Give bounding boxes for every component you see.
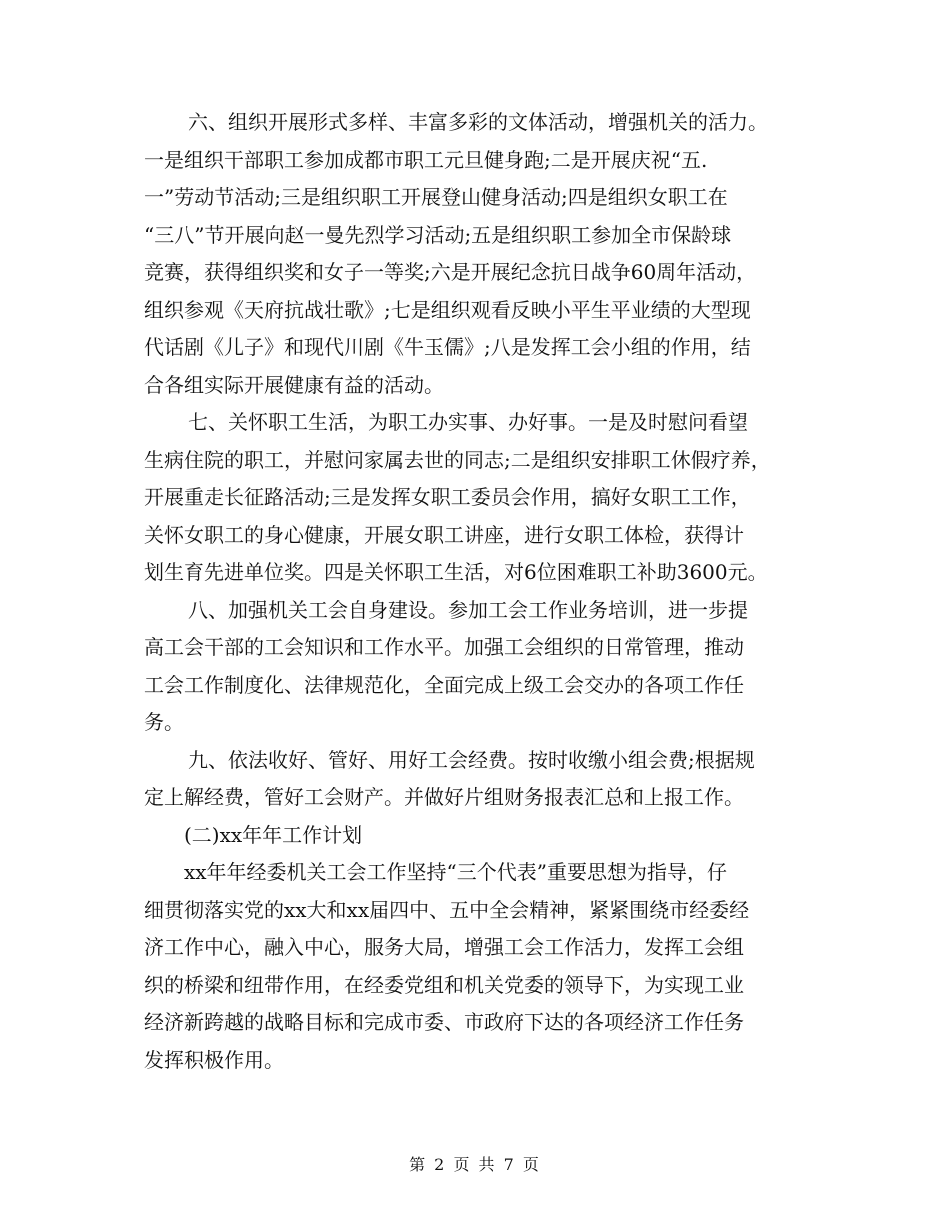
plan-paragraph-line-1: xx年年经委机关工会工作坚持“三个代表”重要思想为指导，仔	[184, 860, 728, 884]
plan-paragraph-line-6: 发挥积极作用。	[144, 1047, 284, 1072]
paragraph-7-line-3: 开展重走长征路活动;三是发挥女职工委员会作用，搞好女职工工作，	[144, 485, 751, 509]
paragraph-8-line-3: 工会工作制度化、法律规范化，全面完成上级工会交办的各项工作任	[144, 672, 744, 697]
paragraph-8-line-2: 高工会干部的工会知识和工作水平。加强工会组织的日常管理，推动	[144, 635, 744, 659]
paragraph-6-line-4: “三八”节开展向赵一曼先烈学习活动;五是组织职工参加全市保龄球	[144, 222, 732, 247]
paragraph-6-line-5: 竞赛，获得组织奖和女子一等奖;六是开展纪念抗日战争60周年活动，	[144, 260, 757, 284]
paragraph-6-line-8: 合各组实际开展健康有益的活动。	[144, 372, 444, 397]
paragraph-9-line-2: 定上解经费，管好工会财产。并做好片组财务报表汇总和上报工作。	[144, 785, 744, 809]
page-number-footer: 第 2 页 共 7 页	[409, 1155, 541, 1174]
plan-paragraph-line-2: 细贯彻落实党的xx大和xx届四中、五中全会精神，紧紧围绕市经委经	[144, 897, 750, 922]
paragraph-7-line-2: 生病住院的职工，并慰问家属去世的同志;二是组织安排职工休假疗养，	[144, 447, 771, 472]
paragraph-7-line-5: 划生育先进单位奖。四是关怀职工生活，对6位困难职工补助3600元。	[144, 560, 768, 584]
paragraph-8-line-4: 务。	[144, 710, 184, 734]
document-body	[144, 104, 824, 1079]
paragraph-9-line-1: 九、依法收好、管好、用好工会经费。按时收缴小组会费;根据规	[188, 747, 755, 772]
paragraph-6-line-2: 一是组织干部职工参加成都市职工元旦健身跑;二是开展庆祝“五.	[144, 147, 708, 172]
paragraph-6-line-7: 代话剧《儿子》和现代川剧《牛玉儒》;八是发挥工会小组的作用，结	[144, 335, 751, 359]
paragraph-6-line-1: 六、组织开展形式多样、丰富多彩的文体活动，增强机关的活力。	[188, 110, 768, 134]
paragraph-8-line-1: 八、加强机关工会自身建设。参加工会工作业务培训，进一步提	[188, 597, 748, 622]
section-heading: (二)xx年年工作计划	[184, 822, 363, 847]
plan-paragraph-line-4: 织的桥梁和纽带作用，在经委党组和机关党委的领导下，为实现工业	[144, 972, 744, 997]
paragraph-7-line-4: 关怀女职工的身心健康，开展女职工讲座，进行女职工体检，获得计	[144, 522, 744, 547]
plan-paragraph-line-3: 济工作中心，融入中心，服务大局，增强工会工作活力，发挥工会组	[144, 935, 744, 959]
paragraph-6-line-6: 组织参观《天府抗战壮歌》;七是组织观看反映小平生平业绩的大型现	[144, 297, 751, 322]
paragraph-6-line-3: 一”劳动节活动;三是组织职工开展登山健身活动;四是组织女职工在	[144, 185, 728, 209]
plan-paragraph-line-5: 经济新跨越的战略目标和完成市委、市政府下达的各项经济工作任务	[144, 1010, 744, 1034]
paragraph-7-line-1: 七、关怀职工生活，为职工办实事、办好事。一是及时慰问看望	[188, 410, 748, 434]
